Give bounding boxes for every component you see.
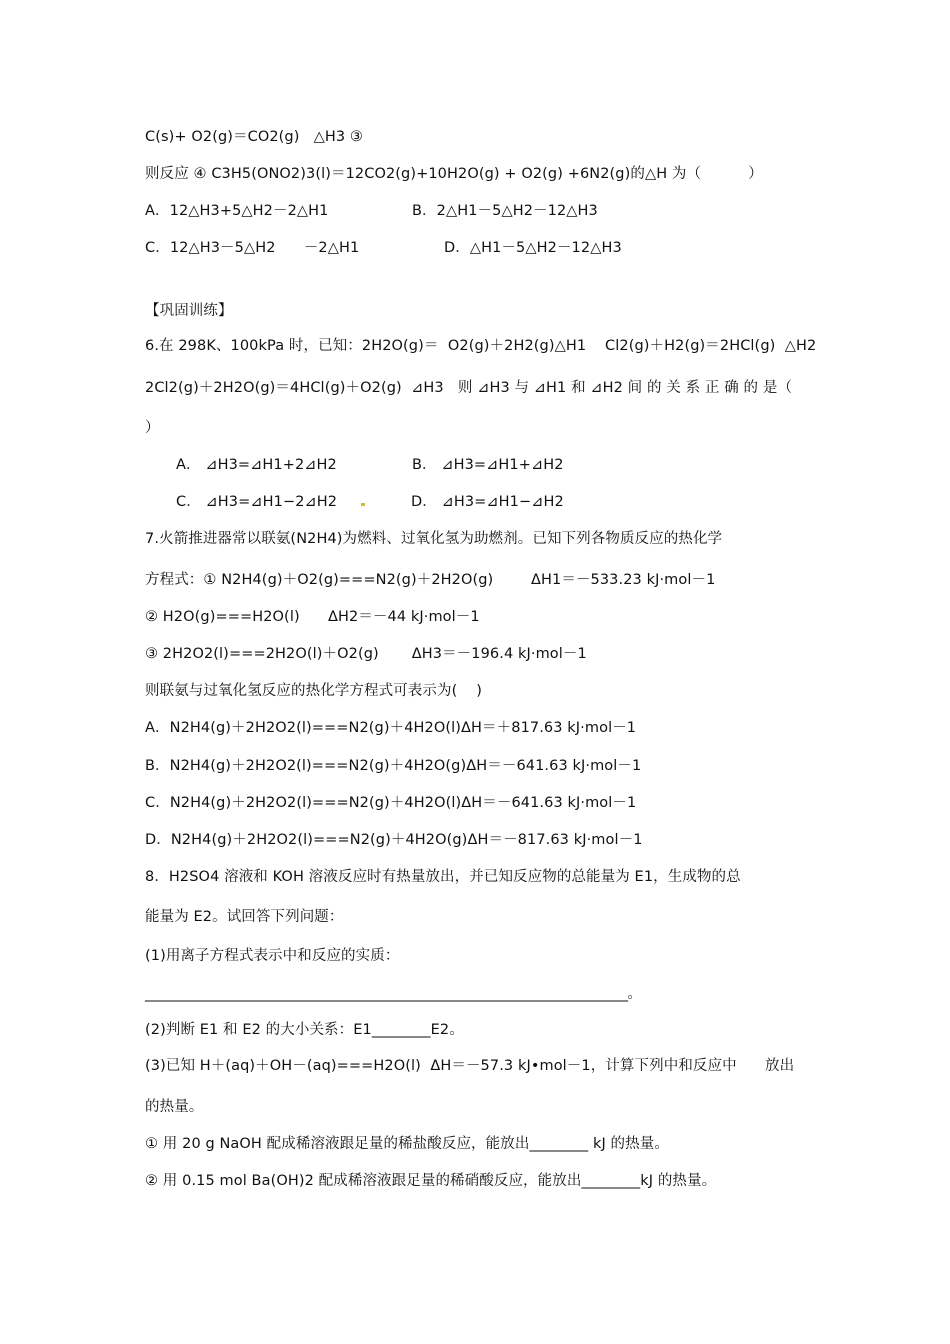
equation-3: C(s)+ O2(g)＝CO2(g) △H3 ③ [145, 129, 364, 145]
question-7-equation-3: ③ 2H2O2(l)===2H2O(l)＋O2(g) ΔH3＝－196.4 kJ·mol－1 [145, 646, 587, 662]
question-8-part-3-cont: 的热量。 [145, 1099, 204, 1115]
question-8-part-3: (3)已知 H＋(aq)＋OH－(aq)===H2O(l) ΔH＝－57.3 kJ•mol－1，计算下列中和反应中 放出 [145, 1058, 795, 1074]
option-7a: A．N2H4(g)＋2H2O2(l)===N2(g)＋4H2O(l)ΔH＝＋817.63 kJ·mol－1 [145, 720, 637, 736]
option-7d: D．N2H4(g)＋2H2O2(l)===N2(g)＋4H2O(g)ΔH＝－817.63 kJ·mol－1 [145, 832, 643, 848]
option-5b: B．2△H1－5△H2－12△H3 [412, 203, 598, 219]
option-5a: A．12△H3+5△H2－2△H1 [145, 203, 329, 219]
question-6-line-3: ） [145, 420, 160, 436]
option-6c: C． ⊿H3=⊿H1−2⊿H2 [176, 494, 338, 510]
option-7c: C．N2H4(g)＋2H2O2(l)===N2(g)＋4H2O(l)ΔH＝－641.63 kJ·mol－1 [145, 795, 637, 811]
answer-blank-line: ________________________________________________________________________。 [145, 986, 642, 1002]
question-7-equation-1: 方程式：① N2H4(g)＋O2(g)===N2(g)＋2H2O(g) ΔH1＝－533.23 kJ·mol－1 [145, 572, 716, 588]
question-8-part-1: (1)用离子方程式表示中和反应的实质： [145, 948, 400, 964]
option-6a: A． ⊿H3=⊿H1+2⊿H2 [176, 457, 337, 473]
option-6b: B． ⊿H3=⊿H1+⊿H2 [412, 457, 564, 473]
section-heading: 【巩固训练】 [145, 303, 233, 319]
question-8-sub-1: ① 用 20 g NaOH 配成稀溶液跟足量的稀盐酸反应，能放出________ kJ 的热量。 [145, 1136, 669, 1152]
question-8-line-1: 8．H2SO4 溶液和 KOH 溶液反应时有热量放出，并已知反应物的总能量为 E1，生成物的总 [145, 869, 741, 885]
question-7-prompt: 则联氨与过氧化氢反应的热化学方程式可表示为( ) [145, 683, 482, 699]
option-5c: C．12△H3－5△H2 －2△H1 [145, 240, 360, 256]
question-8-part-2: (2)判断 E1 和 E2 的大小关系：E1________E2。 [145, 1022, 464, 1038]
question-8-line-2: 能量为 E2。试回答下列问题： [145, 909, 344, 925]
stray-mark [361, 503, 365, 506]
question-6-line-2: 2Cl2(g)＋2H2O(g)＝4HCl(g)＋O2(g) ⊿H3 则 ⊿H3 与 ⊿H1 和 ⊿H2 间 的 关 系 正 确 的 是（ [145, 380, 793, 396]
option-6d: D． ⊿H3=⊿H1−⊿H2 [411, 494, 564, 510]
question-6-line-1: 6.在 298K、100kPa 时，已知：2H2O(g)＝ O2(g)＋2H2(g)△H1 Cl2(g)＋H2(g)＝2HCl(g) △H2 [145, 338, 817, 354]
question-8-sub-2: ② 用 0.15 mol Ba(OH)2 配成稀溶液跟足量的稀硝酸反应，能放出________kJ 的热量。 [145, 1173, 717, 1189]
question-7-line-1: 7.火箭推进器常以联氨(N2H4)为燃料、过氧化氢为助燃剂。已知下列各物质反应的热化学 [145, 531, 723, 547]
question-7-equation-2: ② H2O(g)===H2O(l) ΔH2＝－44 kJ·mol－1 [145, 609, 480, 625]
option-7b: B．N2H4(g)＋2H2O2(l)===N2(g)＋4H2O(g)ΔH＝－641.63 kJ·mol－1 [145, 758, 642, 774]
question-5-stem: 则反应 ④ C3H5(ONO2)3(l)＝12CO2(g)+10H2O(g) + O2(g) +6N2(g)的△H 为（ ） [145, 166, 763, 182]
option-5d: D．△H1－5△H2－12△H3 [444, 240, 622, 256]
